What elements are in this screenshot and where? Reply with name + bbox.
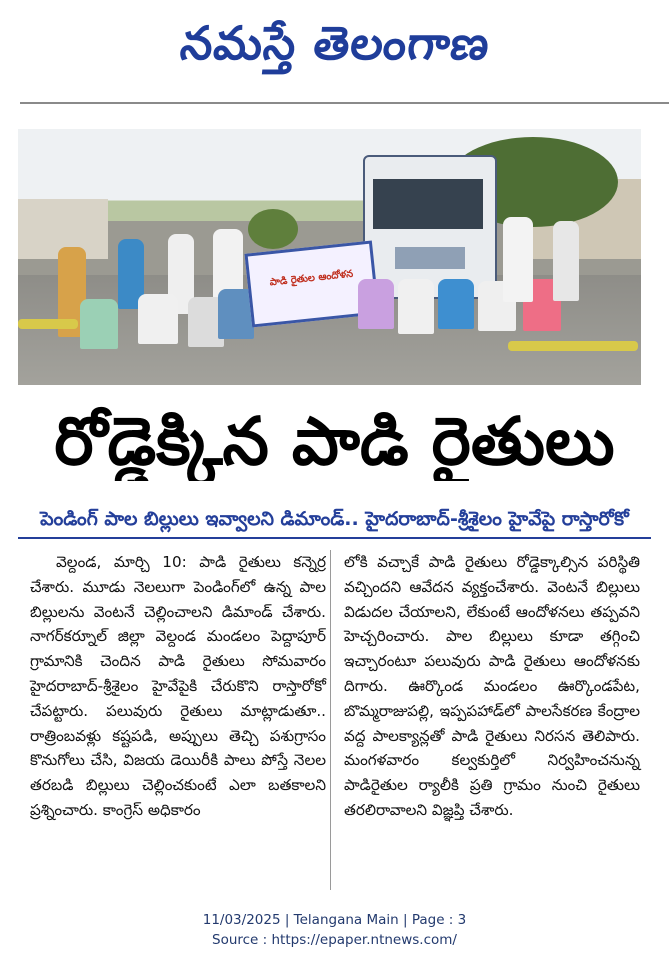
subheadline: పెండింగ్ పాల బిల్లులు ఇవ్వాలని డిమాండ్.. హైదరాబాద్-శ్రీశైలం హైవేపై రాస్తారోకో <box>40 508 629 530</box>
article-column-left <box>30 550 326 823</box>
edition-info: 11/03/2025 | Telangana Main | Page : 3 <box>202 912 467 928</box>
news-photo <box>18 129 641 385</box>
masthead <box>0 0 669 98</box>
masthead-logo: నమస్తే తెలంగాణ <box>177 16 493 70</box>
protest-banner-text: పాడి రైతుల ఆందోళన <box>269 268 354 289</box>
page-footer <box>0 910 669 950</box>
bus <box>363 155 497 299</box>
article-column-right <box>344 550 640 823</box>
column-divider <box>330 550 331 890</box>
masthead-divider <box>20 102 669 104</box>
headline: రోడ్డెక్కిన పాడి రైతులు <box>54 403 615 480</box>
subhead-underline <box>18 537 651 539</box>
source-link[interactable]: Source : https://epaper.ntnews.com/ <box>212 932 457 948</box>
article-text-right: లోకి వచ్చాకే పాడి రైతులు రోడ్డెక్కాల్సిన పరిస్థితి వచ్చిందని ఆవేదన వ్యక్తంచేశారు. వెంటనే బిల్లులు విడుదల చేయాలని, లేకుంటే ఆందోళనలు తప్పవని హెచ్చరించారు. పాల బిల్లులు కూడా తగ్గించి ఇచ్చారంటూ పలువురు పాడి రైతులు ఆందోళనకు దిగారు. ఊర్కొండ మండలం ఊర్కొండపేట, బొమ్మరాజుపల్లి, ఇప్పపహాడ్‌లో పాలసేకరణ కేంద్రాల వద్ద పాలక్యాన్లతో పాడి రైతులు నిరసన తెలిపారు. మంగళవారం కల్వకుర్తిలో నిర్వహించనున్న పాడిరైతుల ర్యాలీకి ప్రతి గ్రామం నుంచి రైతులు తరలిరావాలని విజ్ఞప్తి చేశారు. <box>344 553 640 819</box>
article-text-left: వెల్దండ, మార్చి 10: పాడి రైతులు కన్నెర్ర చేశారు. మూడు నెలలుగా పెండింగ్‌లో ఉన్న పాల బిల్లులను వెంటనే చెల్లించాలని డిమాండ్ చేశారు. నాగర్‌కర్నూల్ జిల్లా వెల్దండ మండలం పెద్దాపూర్ గ్రామానికి చెందిన పాడి రైతులు సోమవారం హైదరాబాద్-శ్రీశైలం హైవేపైకి చేరుకొని రాస్తారోకో చేపట్టారు. పలువురు రైతులు మాట్లాడుతూ.. రాత్రింబవళ్లు కష్టపడి, అప్పులు తెచ్చి పశుగ్రాసం కొనుగోలు చేసి, విజయ డెయిరీకి పాలు పోస్తే నెలల తరబడి బిల్లులు చెల్లించకుంటే ఎలా బతకాలని ప్రశ్నించారు. కాంగ్రెస్ అధికారం <box>30 553 326 819</box>
